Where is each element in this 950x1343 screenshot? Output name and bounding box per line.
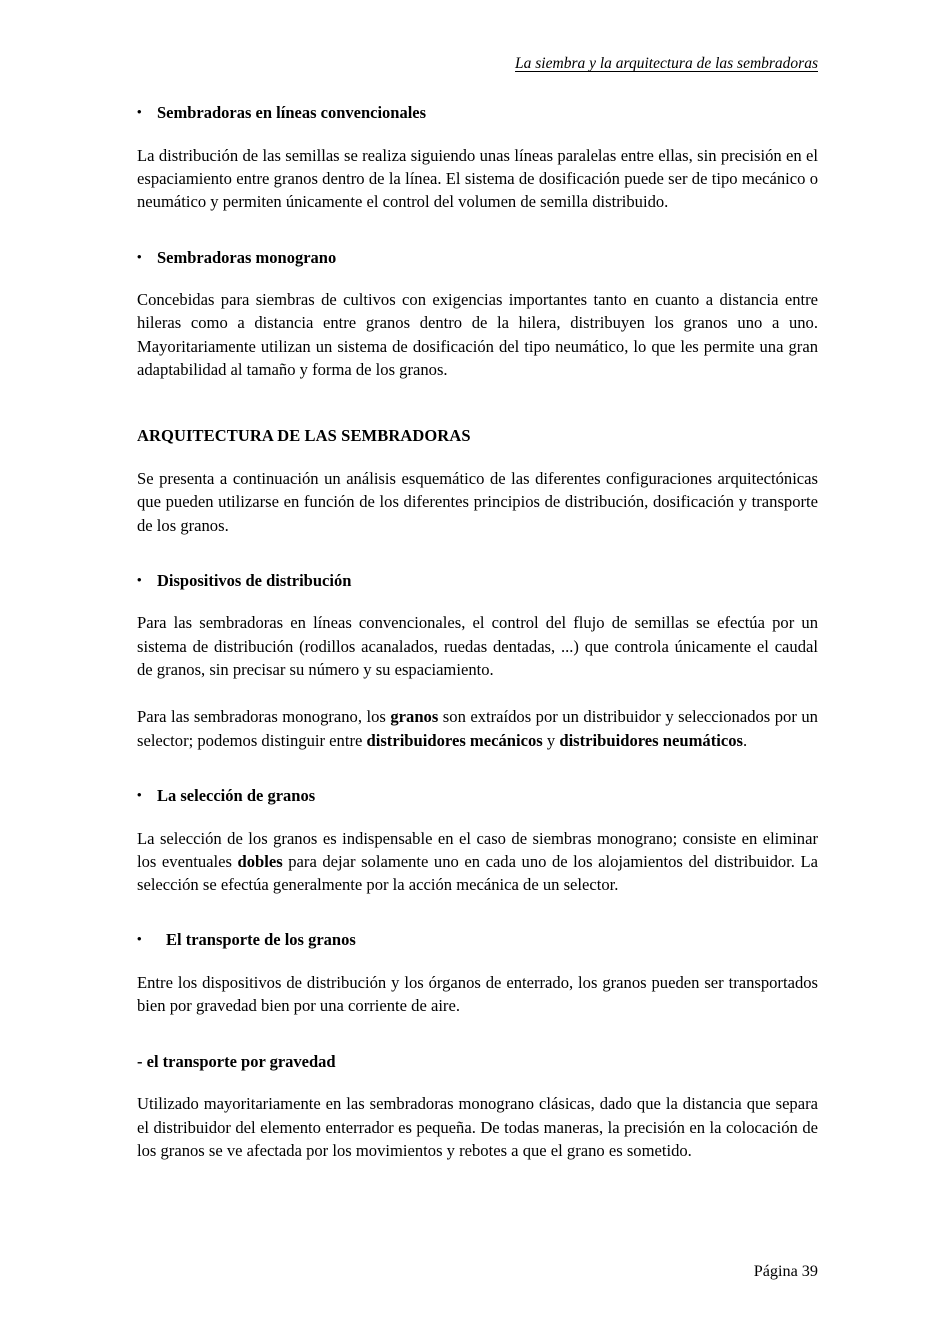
heading-sembradoras-monograno (137, 248, 818, 269)
paragraph-monograno: Concebidas para siembras de cultivos con exigencias importantes tanto en cuanto a distancia entre hileras como a distancia entre granos dentro de la hilera, distribuyen los granos uno a uno. Mayoritariamente utilizan un sistema de dosificación del tipo neumático, lo que les permite una gran adaptabilidad al tamaño y forma de los granos. (137, 290, 818, 380)
paragraph-seleccion (137, 827, 818, 897)
bullet-icon: • (137, 931, 142, 947)
bullet-icon: • (137, 248, 142, 264)
bullet-icon: • (137, 786, 142, 802)
page-footer (137, 1262, 818, 1281)
emphasis-term: dobles (237, 851, 283, 871)
text-run: son extraídos por un distribuidor y seleccionados por un selector; podemos distinguir entre (137, 707, 818, 750)
heading-label: La selección de granos (157, 785, 316, 805)
emphasis-term: distribuidores mecánicos (366, 730, 543, 750)
text-run: y (542, 730, 560, 750)
section-heading-arquitectura: ARQUITECTURA DE LAS SEMBRADORAS (137, 426, 471, 446)
running-header (137, 55, 818, 74)
page-number-label: Página 39 (753, 1262, 818, 1280)
text-run: para dejar solamente uno en cada uno de los alojamientos del distribuidor. La selección se efectúa generalmente por la acción mecánica de un selector. (137, 851, 818, 895)
heading-sembradoras-lineas-convencionales (137, 103, 818, 124)
emphasis-term: distribuidores neumáticos (559, 730, 743, 750)
text-run: . (742, 730, 748, 750)
paragraph-dispositivos: Para las sembradoras en líneas convencionales, el control del flujo de semillas se efectúa por un sistema de distribución (rodillos acanalados, ruedas dentadas, ...) que controla únicamente el caudal de granos, sin precisar su número y su espaciamiento. (137, 613, 818, 680)
bullet-icon: • (137, 104, 142, 119)
paragraph-arquitectura-intro: Se presenta a continuación un análisis esquemático de las diferentes configuraciones arquitectónicas que pueden utilizarse en función de los diferentes principios de distribución, dosificación y transporte de los granos. (137, 468, 818, 535)
bullet-icon: • (137, 571, 142, 587)
heading-dispositivos-distribucion (137, 571, 818, 592)
heading-transporte-granos (137, 930, 818, 951)
heading-label: Sembradoras monograno (157, 247, 337, 267)
heading-label: Sembradoras en líneas convencionales (157, 103, 427, 122)
paragraph-transporte: Entre los dispositivos de distribución y los órganos de enterrado, los granos pueden ser transportados bien por gravedad bien por una corriente de aire. (137, 973, 818, 1016)
heading-label: Dispositivos de distribución (157, 570, 352, 590)
subheading-transporte-gravedad: - el transporte por gravedad (137, 1051, 336, 1071)
paragraph-lineas-convencionales: La distribución de las semillas se realiza siguiendo unas líneas paralelas entre ellas, sin precisión en el espaciamiento entre granos dentro de la línea. El sistema de dosificación puede ser de tipo mecánico o neumático y permiten únicamente el control del volumen de semilla distribuido. (137, 145, 818, 212)
text-run: La selección de los granos es indispensable en el caso de siembras monograno; consiste en eliminar los eventuales (137, 828, 818, 871)
heading-seleccion-granos (137, 786, 818, 807)
heading-label: El transporte de los granos (166, 930, 356, 950)
running-header-text: La siembra y la arquitectura de las sembradoras (515, 55, 818, 72)
paragraph-distribuidores (137, 705, 818, 752)
emphasis-term: granos (390, 707, 439, 727)
text-run: Para las sembradoras monograno, los (137, 707, 391, 727)
document-body (137, 103, 818, 1162)
paragraph-gravedad: Utilizado mayoritariamente en las sembradoras monograno clásicas, dado que la distancia que separa el distribuidor del elemento enterrador es pequeña. De todas maneras, la precisión en la colocación de los granos se ve afectada por los movimientos y rebotes a que el grano es sometido. (137, 1094, 818, 1160)
